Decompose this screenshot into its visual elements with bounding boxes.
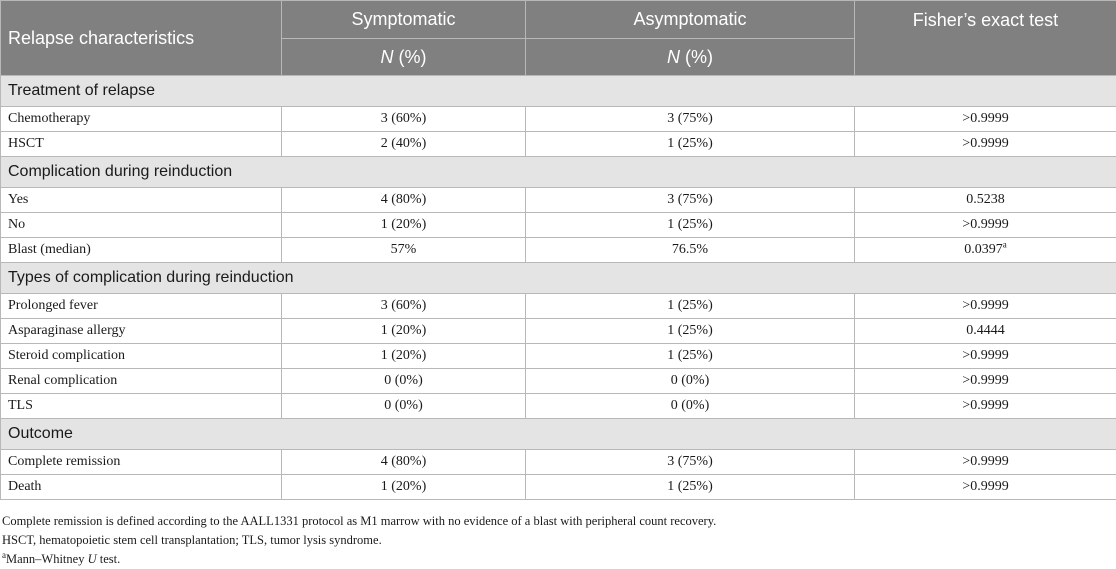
header-symptomatic: Symptomatic [282,1,526,39]
row-label: Prolonged fever [1,294,282,319]
section-row [1,157,1116,188]
asymptomatic-value: 3 (75%) [526,450,855,475]
header-fishers-exact-test: Fisher’s exact test [855,1,1116,76]
n-suffix: (%) [680,46,713,67]
row-label: Chemotherapy [1,107,282,132]
fisher-p-value [855,394,1116,419]
symptomatic-value: 2 (40%) [282,132,526,157]
table-row [1,238,1116,263]
p-value-text: >0.9999 [962,479,1009,494]
row-label: Complete remission [1,450,282,475]
fisher-p-value [855,369,1116,394]
row-label: HSCT [1,132,282,157]
table-body [1,76,1116,500]
fisher-p-value [855,188,1116,213]
p-value-text: >0.9999 [962,136,1009,151]
symptomatic-value: 1 (20%) [282,319,526,344]
p-value-text: >0.9999 [962,217,1009,232]
row-label: Asparaginase allergy [1,319,282,344]
section-title: Treatment of relapse [1,76,1116,107]
header-asymptomatic-n-percent [526,39,855,76]
section-row [1,263,1116,294]
row-label: TLS [1,394,282,419]
table-row [1,475,1116,500]
n-italic: N [667,46,680,67]
symptomatic-value: 1 (20%) [282,344,526,369]
table-row [1,319,1116,344]
fisher-p-value [855,344,1116,369]
asymptomatic-value: 0 (0%) [526,369,855,394]
p-value-text: >0.9999 [962,348,1009,363]
section-title: Complication during reinduction [1,157,1116,188]
footnote-abbreviations: HSCT, hematopoietic stem cell transplantation; TLS, tumor lysis syndrome. [2,533,382,547]
symptomatic-value: 57% [282,238,526,263]
footnote-text-end: test. [96,552,121,566]
fisher-p-value [855,294,1116,319]
p-value-text: >0.9999 [962,111,1009,126]
n-suffix: (%) [393,46,427,67]
p-value-text: >0.9999 [962,298,1009,313]
header-symptomatic-n-percent [282,39,526,76]
section-title: Types of complication during reinduction [1,263,1116,294]
symptomatic-value: 0 (0%) [282,394,526,419]
table-row [1,294,1116,319]
table-row [1,344,1116,369]
row-label: No [1,213,282,238]
asymptomatic-value: 1 (25%) [526,132,855,157]
fisher-p-value [855,132,1116,157]
row-label: Yes [1,188,282,213]
section-row [1,76,1116,107]
table-row [1,369,1116,394]
n-italic: N [380,46,394,67]
footnote-text: Mann–Whitney [6,552,88,566]
fisher-p-value [855,475,1116,500]
row-label: Renal complication [1,369,282,394]
row-label: Steroid complication [1,344,282,369]
table-row [1,394,1116,419]
header-asymptomatic: Asymptomatic [526,1,855,39]
fisher-p-value [855,450,1116,475]
asymptomatic-value: 1 (25%) [526,294,855,319]
fisher-p-value [855,107,1116,132]
p-value-text: >0.9999 [962,398,1009,413]
row-label: Death [1,475,282,500]
symptomatic-value: 0 (0%) [282,369,526,394]
table-row [1,132,1116,157]
symptomatic-value: 3 (60%) [282,107,526,132]
asymptomatic-value: 76.5% [526,238,855,263]
row-label: Blast (median) [1,238,282,263]
header-relapse-characteristics: Relapse characteristics [1,1,282,76]
symptomatic-value: 1 (20%) [282,475,526,500]
table-row [1,213,1116,238]
fisher-p-value [855,238,1116,263]
asymptomatic-value: 3 (75%) [526,107,855,132]
p-value-text: >0.9999 [962,454,1009,469]
symptomatic-value: 3 (60%) [282,294,526,319]
footnote-marker: a [2,549,6,560]
asymptomatic-value: 0 (0%) [526,394,855,419]
asymptomatic-value: 1 (25%) [526,319,855,344]
asymptomatic-value: 3 (75%) [526,188,855,213]
table-row [1,188,1116,213]
fisher-p-value [855,213,1116,238]
section-row [1,419,1116,450]
section-title: Outcome [1,419,1116,450]
asymptomatic-value: 1 (25%) [526,344,855,369]
table-row [1,450,1116,475]
asymptomatic-value: 1 (25%) [526,213,855,238]
p-value-text: 0.0397 [964,242,1003,257]
p-value-text: 0.4444 [966,323,1005,338]
footnote-complete-remission: Complete remission is defined according to the AALL1331 protocol as M1 marrow with no evidence of a blast with peripheral count recovery. [2,514,717,528]
table-row [1,107,1116,132]
table-footnotes [2,512,1112,569]
asymptomatic-value: 1 (25%) [526,475,855,500]
symptomatic-value: 1 (20%) [282,213,526,238]
symptomatic-value: 4 (80%) [282,450,526,475]
p-value-text: >0.9999 [962,373,1009,388]
footnote-italic-u: U [87,552,97,566]
symptomatic-value: 4 (80%) [282,188,526,213]
footnote-mann-whitney [2,550,1112,569]
footnote-marker: a [1002,239,1007,250]
fisher-p-value [855,319,1116,344]
p-value-text: 0.5238 [966,192,1005,207]
